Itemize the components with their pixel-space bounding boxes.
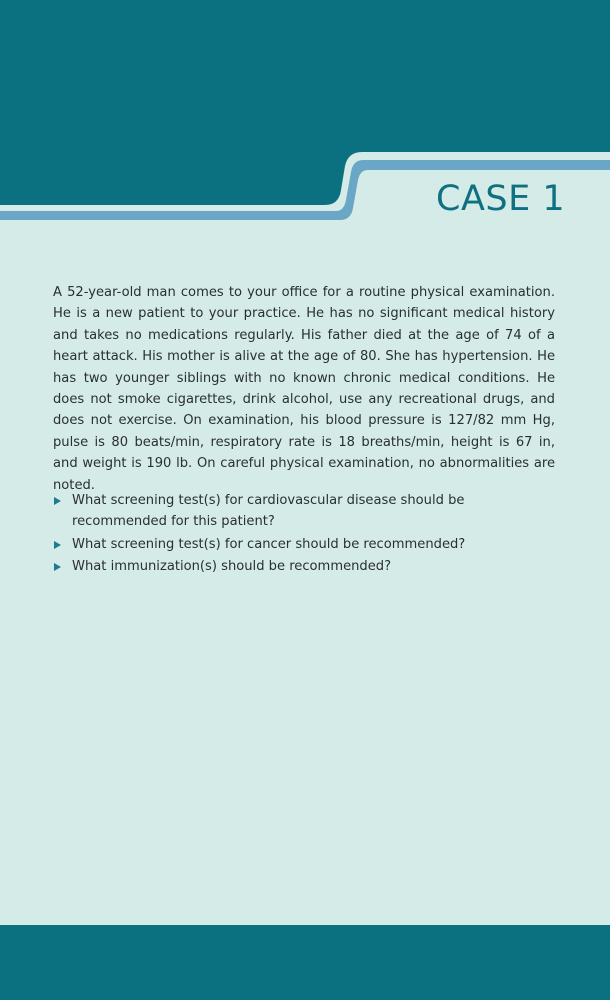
triangle-bullet-icon: [54, 497, 61, 505]
case-title: CASE 1: [436, 179, 566, 219]
case-description: A 52-year-old man comes to your office for a routine physical examination. He is a new patient to your practice. He has no significant medical history and takes no medications regularly. His father died at the age of 74 of a heart attack. His mother is alive at the age of 80. She has hypertension. He has two younger siblings with no known chronic medical conditions. He does not smoke cigarettes, drink alcohol, use any recreational drugs, and does not exercise. On examination, his blood pressure is 127/82 mm Hg, pulse is 80 beats/min, respiratory rate is 18 breaths/min, height is 67 in, and weight is 190 lb. On careful physical examination, no abnormalities are noted.: [53, 285, 555, 493]
footer-band: [0, 925, 610, 1000]
question-text: What screening test(s) for cardiovascular disease should be recommended for this patient?: [72, 493, 465, 530]
list-item: [53, 534, 558, 555]
question-text: What screening test(s) for cancer should be recommended?: [72, 536, 466, 552]
list-item: [53, 490, 558, 533]
triangle-bullet-icon: [54, 541, 61, 549]
question-list: [53, 490, 558, 579]
list-item: [53, 556, 558, 577]
triangle-bullet-icon: [54, 563, 61, 571]
question-text: What immunization(s) should be recommended?: [72, 559, 392, 575]
